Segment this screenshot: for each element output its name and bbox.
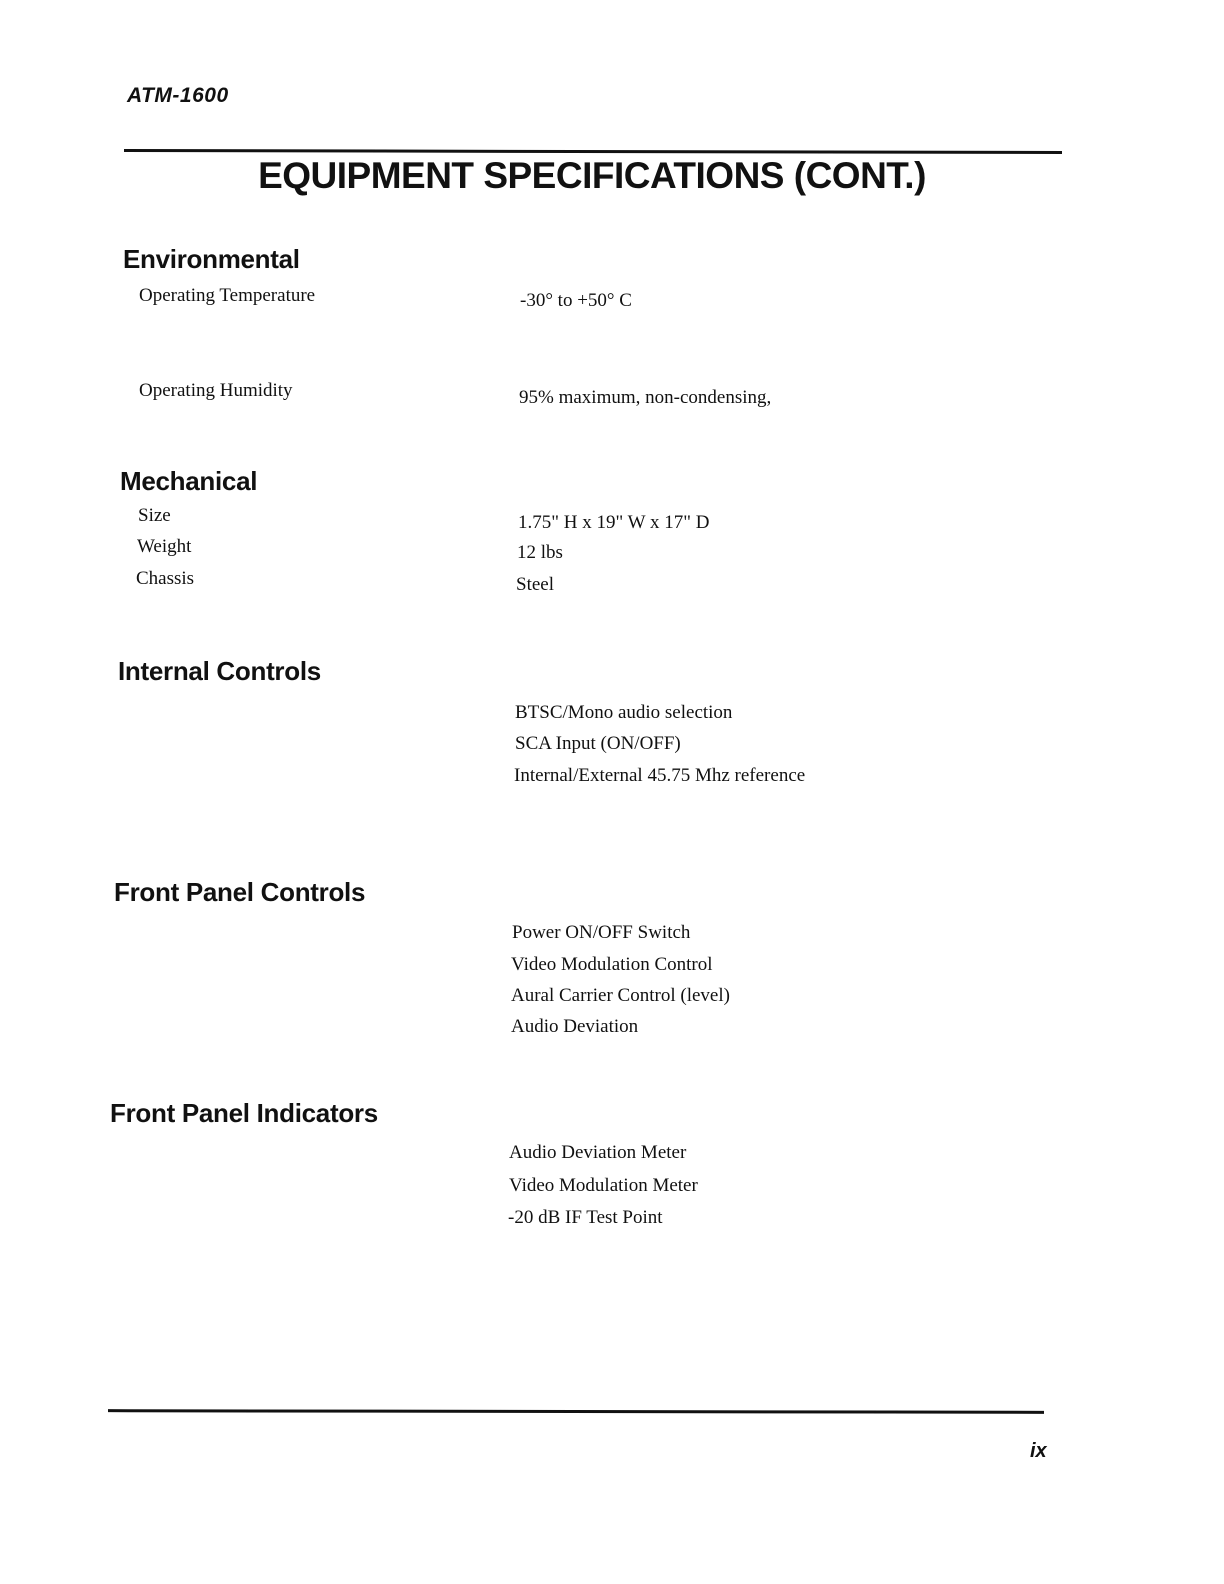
spec-label-operating-temperature: Operating Temperature [139, 285, 316, 306]
page-title: EQUIPMENT SPECIFICATIONS (CONT.) [258, 155, 926, 196]
spec-item-front-panel-controls: Power ON/OFF Switch [512, 922, 691, 943]
spec-label-operating-humidity: Operating Humidity [139, 380, 293, 401]
spec-item-front-panel-controls: Audio Deviation [511, 1016, 639, 1037]
spec-label-chassis: Chassis [136, 568, 195, 589]
spec-item-front-panel-indicators: Audio Deviation Meter [509, 1142, 687, 1163]
spec-item-internal-controls: SCA Input (ON/OFF) [515, 733, 681, 754]
page-number: ix [1030, 1440, 1047, 1462]
spec-value-weight: 12 lbs [517, 542, 563, 563]
section-heading-environmental: Environmental [123, 244, 300, 274]
spec-item-front-panel-controls: Video Modulation Control [511, 954, 713, 975]
section-heading-internal-controls: Internal Controls [118, 656, 321, 686]
spec-value-operating-temperature: -30° to +50° C [520, 290, 632, 311]
spec-item-front-panel-indicators: Video Modulation Meter [509, 1175, 698, 1196]
spec-item-internal-controls: BTSC/Mono audio selection [515, 702, 733, 723]
spec-value-operating-humidity: 95% maximum, non-condensing, [519, 387, 772, 408]
document-model-number: ATM-1600 [127, 84, 229, 107]
spec-label-weight: Weight [137, 536, 192, 557]
spec-item-front-panel-indicators: -20 dB IF Test Point [508, 1207, 663, 1228]
spec-value-size: 1.75" H x 19" W x 17" D [518, 512, 710, 533]
top-divider [124, 149, 1062, 154]
section-heading-front-panel-indicators: Front Panel Indicators [110, 1098, 378, 1128]
spec-label-size: Size [138, 505, 171, 526]
bottom-divider [108, 1409, 1044, 1414]
spec-value-chassis: Steel [516, 574, 554, 595]
section-heading-front-panel-controls: Front Panel Controls [114, 877, 366, 907]
section-heading-mechanical: Mechanical [120, 466, 258, 496]
spec-item-internal-controls: Internal/External 45.75 Mhz reference [514, 765, 806, 786]
spec-item-front-panel-controls: Aural Carrier Control (level) [511, 985, 730, 1006]
